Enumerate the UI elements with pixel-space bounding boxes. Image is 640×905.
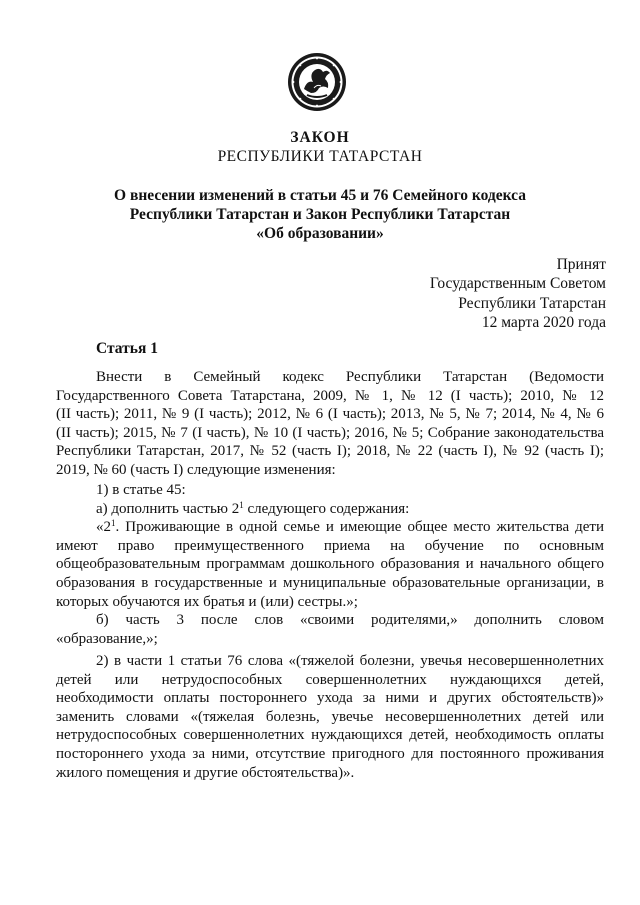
text-line: «образование,»; [56,630,158,647]
text-line: 2019, № 60 (часть I) следующие изменения: [56,461,336,478]
article-heading: Статья 1 [96,340,158,357]
tatarstan-coat-of-arms-icon [287,52,347,112]
text-fragment: «2 [96,519,111,536]
text-line: имеют право преимущественного приема на обучение по основным [56,537,604,554]
text-line: заменить словами «(тяжелая болезнь, увечье несовершеннолетних детей или [56,708,604,725]
text-line: б) часть 3 после слов «своими родителями,» дополнить словом [96,612,604,629]
text-line: (II часть); 2011, № 9 (I часть); 2012, № 6 (I часть); 2013, № 5, № 7; 2014, № 4, № 6 [56,406,604,423]
text-line: которых обучаются их братья и (или) сестры.»; [56,593,358,610]
law-subject [100,186,540,243]
law-republic: РЕСПУБЛИКИ ТАТАРСТАН [217,148,423,165]
text-fragment: следующего содержания: [243,500,410,517]
text-line: детей или нетрудоспособных совершеннолетних нуждающихся детей, [56,671,604,688]
article-intro-paragraph [56,368,604,480]
text-line: (II часть); 2015, № 7 (I часть), № 10 (I часть); 2016, № 5; Собрание законодательства [56,424,604,441]
law-title: ЗАКОН [290,129,350,146]
adoption-date: 12 марта 2020 года [481,313,606,331]
text-line: Государственного Совета Татарстана, 2009, № 1, № 12 (I часть); 2010, № 12 [56,387,604,404]
item-1-paragraph [56,481,604,648]
superscript: 1 [111,518,116,529]
adoption-line: Республики Татарстан [458,294,606,312]
text-fragment: а) дополнить частью 2 [96,500,240,517]
text-line: 2) в части 1 статьи 76 слова «(тяжелой болезни, увечья несовершеннолетних [96,653,604,669]
text-line: образования в государственные и муниципальные образовательные организации, в [56,574,604,591]
text-line: постороннего ухода за ними, отсутствие пригодного для постоянного проживания [56,745,604,762]
adoption-line: Государственным Советом [429,275,606,293]
text-line: необходимости оплаты постороннего ухода за ними и других обстоятельств)» [56,690,604,707]
adoption-block [430,255,606,332]
subject-line: «Об образовании» [256,225,384,242]
text-fragment: . Проживающие в одной семье и имеющие общее место жительства дети [115,519,604,536]
text-line: нетрудоспособных совершеннолетних нуждающихся детей, необходимость оплаты [56,727,604,744]
text-line: общеобразовательным программам дошкольного образования и начального общего [56,556,604,573]
text-line [56,518,604,537]
text-line: 1) в статье 45: [96,482,186,498]
subject-line: Республики Татарстан и Закон Республики Татарстан [129,206,511,223]
superscript: 1 [239,499,244,510]
text-line: Республики Татарстан, 2017, № 52 (часть I); 2018, № 22 (часть I), № 92 (часть I); [56,443,604,460]
text-line: Внести в Семейный кодекс Республики Татарстан (Ведомости [96,369,604,385]
item-2-paragraph [56,652,604,782]
text-line [56,500,604,519]
subject-line: О внесении изменений в статьи 45 и 76 Семейного кодекса [114,187,526,204]
adoption-line: Принят [556,256,606,273]
text-line: жилого помещения и другие обстоятельства)». [56,764,355,781]
law-title-block [0,128,640,166]
